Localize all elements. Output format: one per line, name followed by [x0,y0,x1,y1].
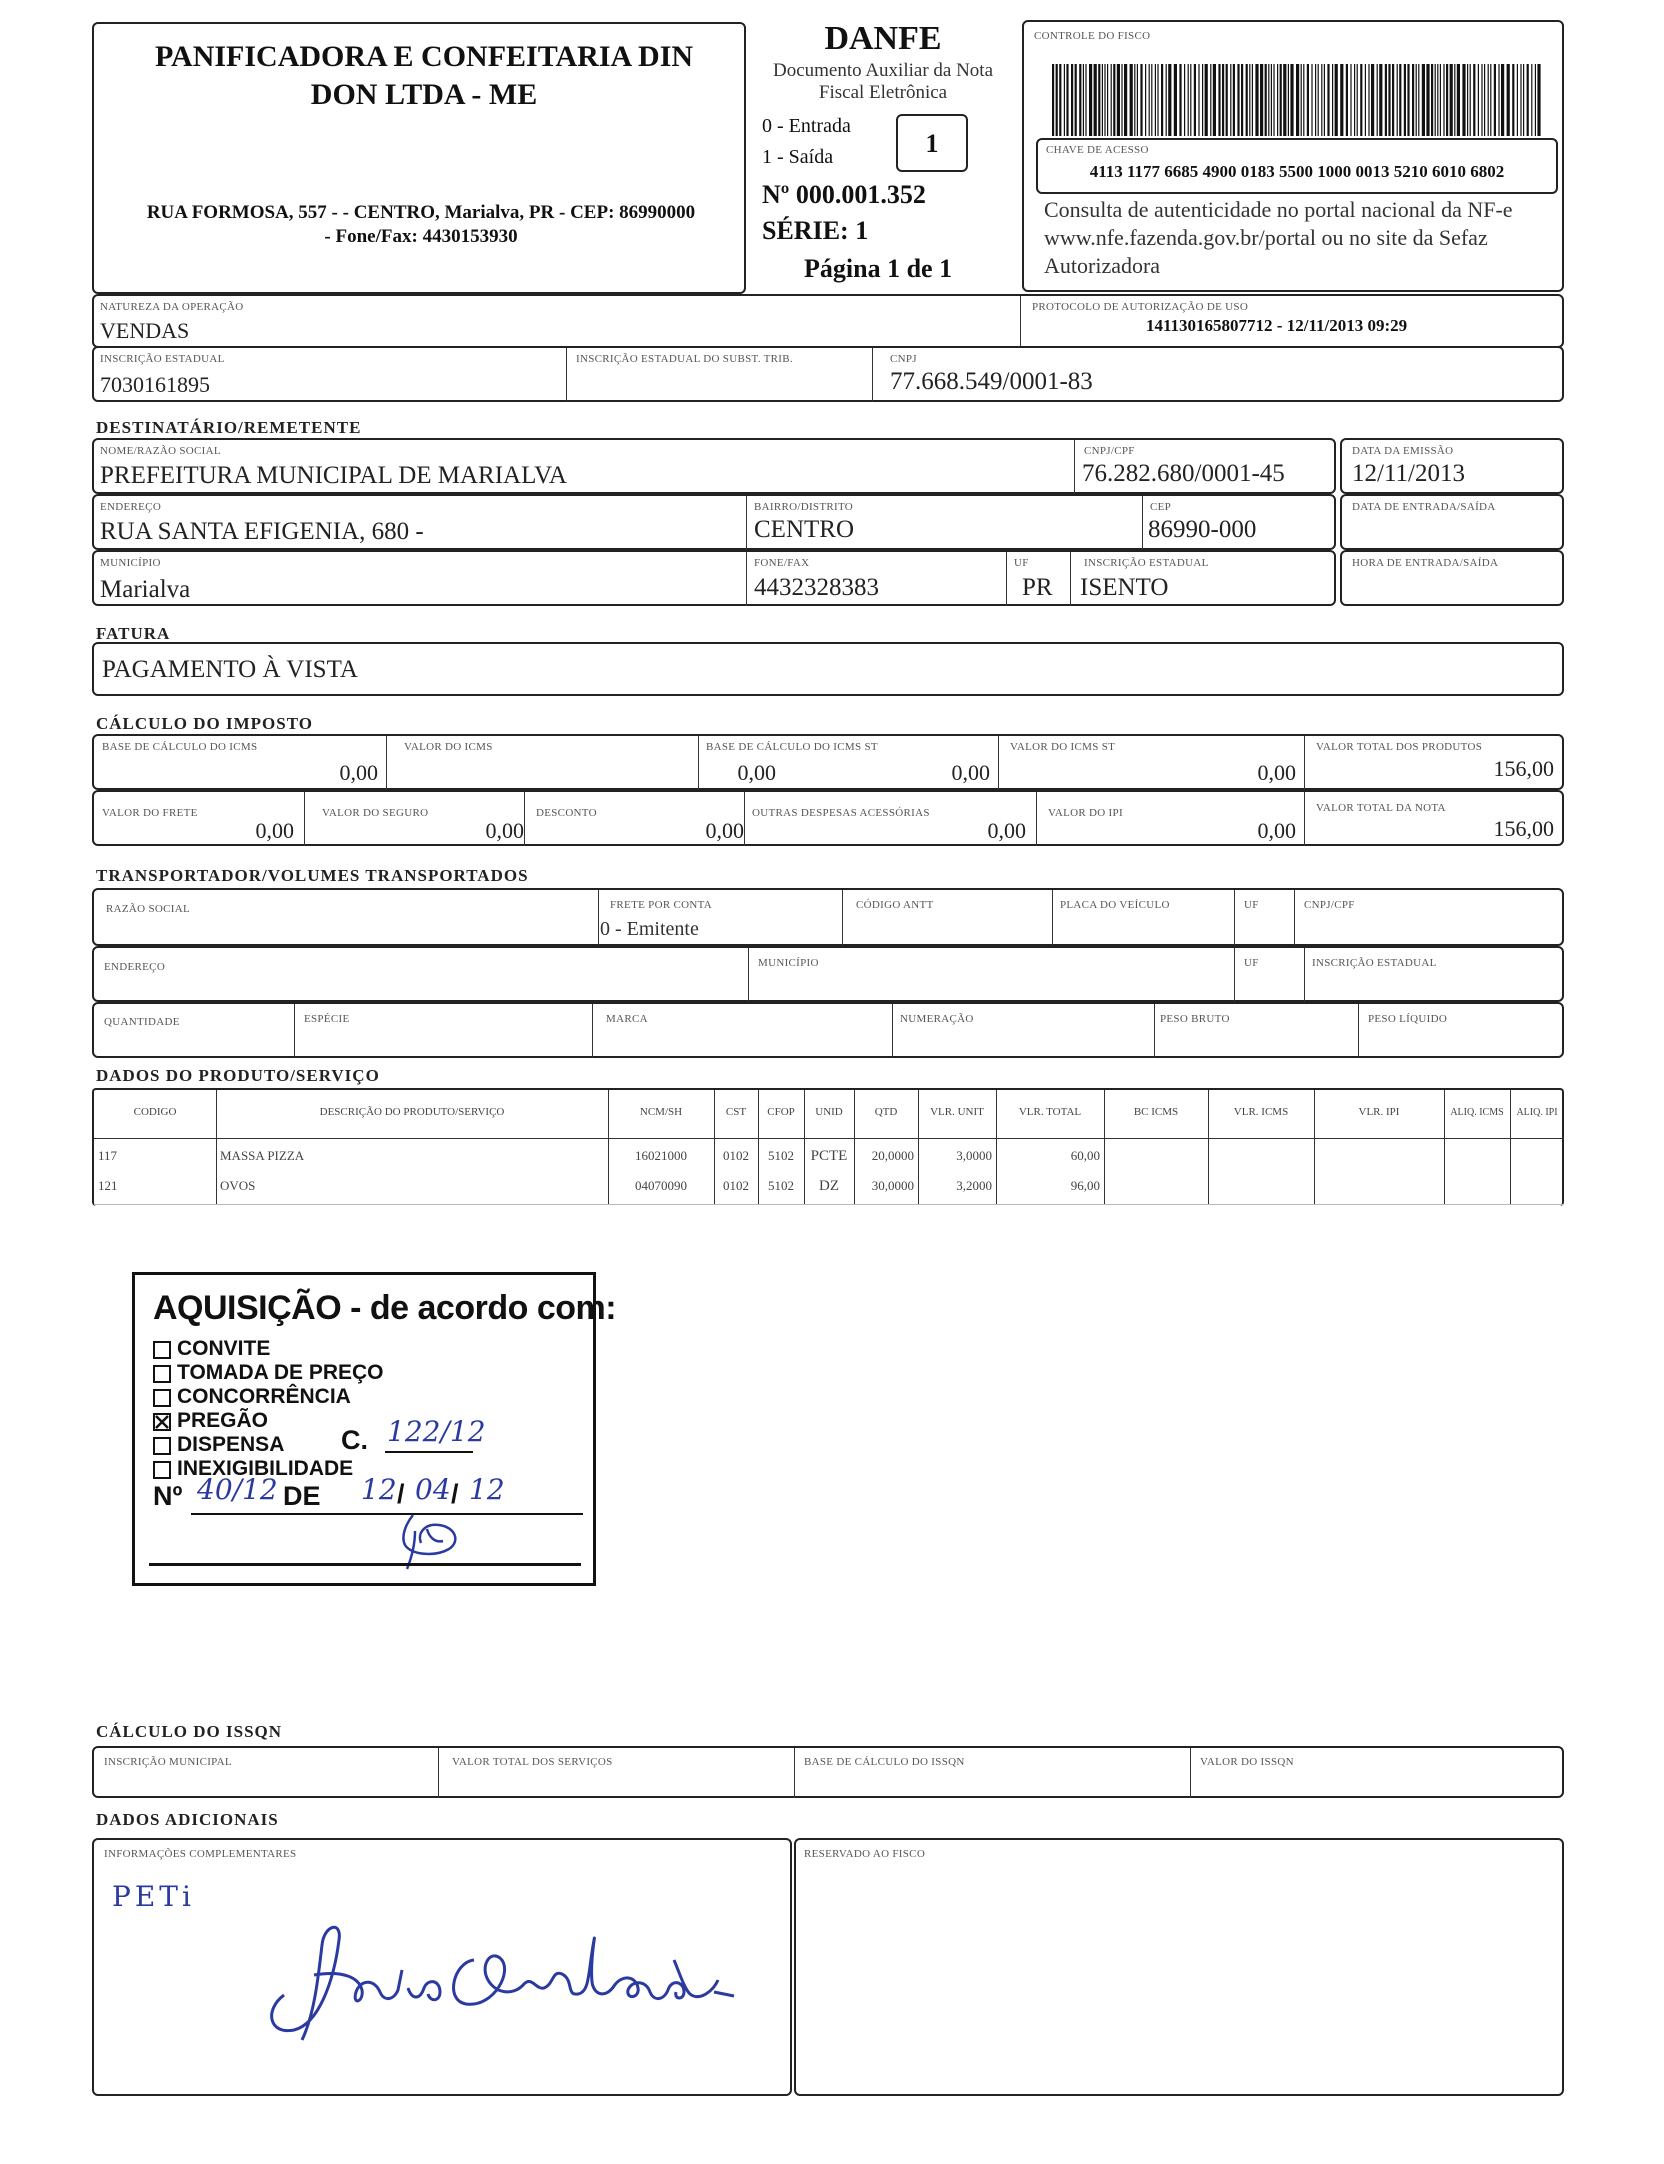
transp-placa-label: PLACA DO VEÍCULO [1060,899,1170,911]
transp-row3 [92,1002,1564,1058]
stamp-option-label: CONCORRÊNCIA [177,1385,351,1408]
inscricao-row [92,346,1564,402]
dest-nome-value: PREFEITURA MUNICIPAL DE MARIALVA [100,462,567,489]
controle-fisco-label: CONTROLE DO FISCO [1034,30,1151,42]
valor-icms-value: 0,00 [737,760,776,785]
signature [244,1900,784,2050]
table-cell: 60,00 [1070,1148,1100,1163]
table-cell: 16021000 [635,1148,687,1163]
transp-row2 [92,946,1564,1002]
emitente-address: RUA FORMOSA, 557 - - CENTRO, Marialva, PR - CEP: 86990000 [146,202,696,223]
stamp-n-label: Nº [153,1481,183,1511]
th-aliq-ipi: ALIQ. IPI [1516,1107,1558,1118]
danfe-numero: Nº 000.001.352 [762,180,926,209]
total-nota-value: 156,00 [1493,816,1554,841]
dest-uf-label: UF [1014,557,1029,569]
th-vlr-total: VLR. TOTAL [1018,1106,1082,1118]
dest-municipio-label: MUNICÍPIO [100,557,161,569]
th-qtd: QTD [874,1106,898,1118]
dest-emissao-value: 12/11/2013 [1352,460,1465,487]
ie-label: INSCRIÇÃO ESTADUAL [100,353,225,365]
dest-cep-value: 86990-000 [1148,516,1257,543]
table-cell: 30,0000 [871,1178,914,1193]
checkbox-concorr-ncia[interactable] [153,1389,171,1407]
checkbox-convite[interactable] [153,1341,171,1359]
danfe-saida: 1 - Saída [762,146,834,168]
th-vlr-ipi: VLR. IPI [1358,1106,1400,1118]
transp-frete-label: FRETE POR CONTA [610,899,713,911]
stamp-option-label: TOMADA DE PREÇO [177,1361,384,1384]
total-produtos-label: VALOR TOTAL DOS PRODUTOS [1316,741,1483,753]
transp-antt-label: CÓDIGO ANTT [856,899,934,911]
dest-cep-label: CEP [1150,501,1172,513]
issqn-im-label: INSCRIÇÃO MUNICIPAL [104,1756,232,1768]
transp-row1 [92,888,1564,946]
valor-icms-st-value: 0,00 [1257,760,1296,785]
check-x-icon [155,1415,169,1429]
table-cell: 96,00 [1070,1178,1100,1193]
table-cell: OVOS [220,1178,256,1193]
stamp-c-label: C. [341,1425,368,1455]
checkbox-preg-o[interactable] [153,1413,171,1431]
table-cell: 3,0000 [956,1148,992,1163]
base-icms-value: 0,00 [339,760,378,785]
table-row [94,1174,1564,1202]
table-cell: 0102 [723,1148,749,1163]
transp-especie-label: ESPÉCIE [304,1013,350,1025]
dest-row3 [92,550,1336,606]
dest-endereco-value: RUA SANTA EFIGENIA, 680 - [100,518,424,545]
valor-icms-st-label: VALOR DO ICMS ST [1010,741,1116,753]
dest-nome-label: NOME/RAZÃO SOCIAL [100,445,221,457]
stamp-signature [375,1511,495,1571]
issqn-row [92,1746,1564,1798]
base-icms-label: BASE DE CÁLCULO DO ICMS [102,741,258,753]
table-cell: DZ [819,1178,839,1194]
aquisicao-stamp: AQUISIÇÃO - de acordo com: CONVITE TOMADA DE PREÇO CONCORRÊNCIA PREGÃO DISPENSA INEXIGIBILIDADE C. 122/12 Nº 40/12 DE 12 / 04 / 12 [132,1272,596,1586]
chave-acesso-value: 4113 1177 6685 4900 0183 5500 1000 0013 5210 6010 6802 [1089,162,1505,181]
danfe-serie: SÉRIE: 1 [762,216,869,245]
checkbox-dispensa[interactable] [153,1437,171,1455]
transp-numeracao-label: NUMERAÇÃO [900,1013,974,1025]
th-vlr-icms: VLR. ICMS [1233,1106,1289,1118]
valor-icms-label: VALOR DO ICMS [404,741,493,753]
table-cell: 04070090 [635,1178,687,1193]
fatura-value: PAGAMENTO À VISTA [102,656,358,683]
dest-ie-label: INSCRIÇÃO ESTADUAL [1084,557,1209,569]
table-cell: 0102 [723,1178,749,1193]
table-cell: 20,0000 [871,1148,914,1163]
stamp-de-label: DE [283,1481,321,1511]
transp-cnpj-label: CNPJ/CPF [1304,899,1355,911]
issqn-base-label: BASE DE CÁLCULO DO ISSQN [804,1756,965,1768]
dest-municipio-value: Marialva [100,576,191,603]
transp-uf-label: UF [1244,899,1259,911]
danfe-entrada: 0 - Entrada [762,115,851,137]
dest-ie-value: ISENTO [1080,574,1169,601]
dest-uf-value: PR [1022,574,1053,601]
barcode [1052,64,1542,136]
fatura-section: FATURA [96,624,171,643]
transp-municipio-label: MUNICÍPIO [758,957,819,969]
reservado-fisco-label: RESERVADO AO FISCO [804,1848,926,1860]
protocolo-value: 141130165807712 - 12/11/2013 09:29 [1146,316,1408,335]
emitente-name: PANIFICADORA E CONFEITARIA DIN DON LTDA - ME [154,40,694,111]
table-cell: 5102 [768,1178,794,1193]
dest-cnpj-label: CNPJ/CPF [1084,445,1135,457]
th-cfop: CFOP [767,1106,795,1118]
total-produtos-value: 156,00 [1493,756,1554,781]
transp-uf2-label: UF [1244,957,1259,969]
danfe-block [748,20,1018,294]
stamp-c-value: 122/12 [387,1415,486,1448]
total-nota-label: VALOR TOTAL DA NOTA [1316,802,1446,814]
produtos-section: DADOS DO PRODUTO/SERVIÇO [96,1066,380,1085]
stamp-option-label: CONVITE [177,1337,271,1360]
dest-endereco-label: ENDEREÇO [100,501,162,513]
transp-peso-liquido-label: PESO LÍQUIDO [1368,1013,1448,1025]
transportador-section: TRANSPORTADOR/VOLUMES TRANSPORTADOS [96,866,529,885]
dest-emissao-label: DATA DA EMISSÃO [1352,445,1454,457]
emitente-box [92,22,746,294]
outras-label: OUTRAS DESPESAS ACESSÓRIAS [752,807,930,819]
chave-acesso-label: CHAVE DE ACESSO [1046,144,1149,156]
th-codigo: CODIGO [133,1106,177,1118]
stamp-option-label: PREGÃO [177,1409,269,1432]
stamp-date-month: 04 [415,1473,451,1506]
checkbox-tomada-de-pre-o[interactable] [153,1365,171,1383]
transp-ie-label: INSCRIÇÃO ESTADUAL [1312,957,1437,969]
danfe-pagina: Página 1 de 1 [804,254,953,283]
danfe-title: DANFE [824,20,942,57]
danfe-tipo: 1 [896,114,968,172]
cnpj-label: CNPJ [890,353,917,365]
fatura-box [92,642,1564,696]
protocolo-label: PROTOCOLO DE AUTORIZAÇÃO DE USO [1032,301,1249,313]
stamp-title: AQUISIÇÃO - de acordo com: [153,1289,617,1327]
imposto-section: CÁLCULO DO IMPOSTO [96,714,313,733]
dest-emissao-box [1340,438,1564,494]
th-descricao: DESCRIÇÃO DO PRODUTO/SERVIÇO [319,1106,505,1118]
dest-entrada-saida-label: DATA DE ENTRADA/SAÍDA [1352,501,1496,513]
checkbox-inexigibilidade[interactable] [153,1461,171,1479]
consulta-text: Consulta de autenticidade no portal nacional da NF-e www.nfe.fazenda.gov.br/portal ou no site da Sefaz Autorizadora [1044,197,1513,278]
transp-endereco-label: ENDEREÇO [104,961,166,973]
adicionais-section: DADOS ADICIONAIS [96,1810,279,1829]
base-icms-st-label: BASE DE CÁLCULO DO ICMS ST [706,741,878,753]
table-cell: 5102 [768,1148,794,1163]
outras-value: 0,00 [987,818,1026,843]
issqn-total-label: VALOR TOTAL DOS SERVIÇOS [452,1756,613,1768]
issqn-valor-label: VALOR DO ISSQN [1200,1756,1294,1768]
frete-label: VALOR DO FRETE [102,807,198,819]
dest-fone-value: 4432328383 [754,574,879,601]
info-complementares-label: INFORMAÇÕES COMPLEMENTARES [104,1848,297,1860]
dest-entrada-box [1340,494,1564,550]
ipi-label: VALOR DO IPI [1048,807,1123,819]
info-complementares-value: PETi [112,1880,195,1913]
ipi-value: 0,00 [1257,818,1296,843]
transp-peso-bruto-label: PESO BRUTO [1160,1013,1230,1025]
imposto-row2 [92,790,1564,846]
cnpj-value: 77.668.549/0001-83 [890,368,1093,395]
chave-acesso-box [1036,138,1558,194]
table-cell: 117 [98,1148,118,1163]
produtos-table [92,1088,1564,1206]
fisco-box [1022,20,1564,292]
stamp-date-day: 12 [361,1473,397,1506]
base-icms-st-value: 0,00 [951,760,990,785]
stamp-option-label: DISPENSA [177,1433,285,1456]
frete-value: 0,00 [255,818,294,843]
ie-value: 7030161895 [100,372,210,397]
seguro-value: 0,00 [485,818,524,843]
table-cell: MASSA PIZZA [220,1148,305,1163]
th-aliq-icms: ALIQ. ICMS [1450,1107,1504,1118]
dest-fone-label: FONE/FAX [754,557,810,569]
issqn-section: CÁLCULO DO ISSQN [96,1722,283,1741]
dest-row1 [92,438,1336,494]
desconto-label: DESCONTO [536,807,597,819]
danfe-subtitle: Documento Auxiliar da Nota Fiscal Eletrônica [772,60,994,103]
destinatario-section: DESTINATÁRIO/REMETENTE [96,418,362,437]
th-ncm: NCM/SH [639,1106,683,1118]
th-cst: CST [725,1106,747,1118]
dest-hora-label: HORA DE ENTRADA/SAÍDA [1352,557,1499,569]
info-complementares-box [92,1838,792,2096]
transp-marca-label: MARCA [606,1013,648,1025]
th-unid: UNID [815,1106,843,1118]
dest-hora-box [1340,550,1564,606]
th-bc-icms: BC ICMS [1133,1106,1179,1118]
stamp-option-label: INEXIGIBILIDADE [177,1457,354,1480]
transp-frete-value: 0 - Emitente [600,918,699,940]
imposto-row1 [92,734,1564,790]
stamp-n-value: 40/12 [197,1473,278,1506]
th-vlr-unit: VLR. UNIT [930,1106,984,1118]
dest-bairro-label: BAIRRO/DISTRITO [754,501,854,513]
natureza-label: NATUREZA DA OPERAÇÃO [100,301,244,313]
desconto-value: 0,00 [705,818,744,843]
dest-row2 [92,494,1336,550]
ie-st-label: INSCRIÇÃO ESTADUAL DO SUBST. TRIB. [576,353,793,365]
dest-bairro-value: CENTRO [754,516,854,543]
natureza-value: VENDAS [100,318,190,343]
dest-cnpj-value: 76.282.680/0001-45 [1082,460,1285,487]
transp-razao-label: RAZÃO SOCIAL [106,903,190,915]
stamp-date-year: 12 [469,1473,505,1506]
transp-quantidade-label: QUANTIDADE [104,1016,180,1028]
table-cell: PCTE [810,1148,848,1164]
emitente-phone: - Fone/Fax: 4430153930 [324,226,518,247]
table-cell: 3,2000 [956,1178,992,1193]
table-row [94,1144,1564,1172]
reservado-fisco-box [794,1838,1564,2096]
table-cell: 121 [98,1178,118,1193]
seguro-label: VALOR DO SEGURO [322,807,429,819]
natureza-row [92,294,1564,348]
